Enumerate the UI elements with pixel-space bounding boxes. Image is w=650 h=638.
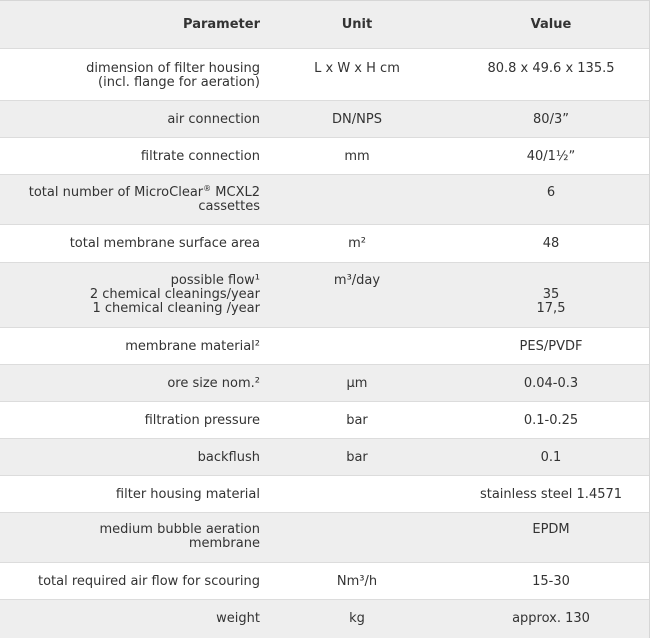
table-row [0, 328, 650, 365]
table-row [0, 563, 650, 600]
parameter-cell: total membrane surface area [69, 236, 260, 251]
table-row [0, 263, 650, 328]
unit-cell: DN/NPS [332, 112, 382, 127]
parameter-cell [0, 513, 262, 562]
header-parameter: Parameter [183, 17, 260, 32]
table-row [0, 138, 650, 175]
header-unit: Unit [341, 17, 373, 32]
parameter-text: medium bubble aeration [99, 522, 260, 537]
parameter-cell: filtrate connection [140, 149, 260, 164]
value-cell: 0.1 [540, 450, 562, 465]
table-row [0, 365, 650, 402]
value-cell: 40/1½ˮ [526, 149, 576, 164]
unit-cell: Nm³/h [336, 574, 378, 589]
parameter-text: total number of MicroClear [28, 185, 204, 200]
value-cell: stainless steel 1.4571 [479, 487, 623, 502]
parameter-cell: membrane material² [125, 339, 260, 354]
table-header-row [0, 1, 650, 49]
value-cell: approx. 130 [512, 611, 590, 626]
value-cell: 80.8 x 49.6 x 135.5 [487, 61, 615, 76]
value-cell: 15-30 [532, 574, 570, 589]
parameter-text: dimension of filter housing [86, 61, 260, 76]
value-cell [452, 263, 650, 327]
unit-cell: m² [348, 236, 366, 251]
parameter-cell: filter housing material [115, 487, 260, 502]
table-row [0, 175, 650, 225]
value-cell: 6 [546, 185, 556, 200]
parameter-cell: total required air flow for scouring [38, 574, 260, 589]
registered-mark: ® [203, 184, 212, 193]
parameter-text-suffix: MCXL2 [211, 185, 260, 200]
unit-cell [262, 513, 452, 562]
header-value: Value [530, 17, 572, 32]
unit-cell [262, 476, 452, 512]
unit-cell: L x W x H cm [314, 61, 400, 76]
parameter-cell: air connection [167, 112, 260, 127]
unit-cell: bar [346, 450, 368, 465]
parameter-text: membrane [188, 536, 260, 551]
value-cell: 48 [542, 236, 560, 251]
parameter-cell [0, 49, 262, 100]
value-cell: 0.04-0.3 [523, 376, 579, 391]
unit-cell: kg [349, 611, 365, 626]
unit-cell: mm [344, 149, 370, 164]
parameter-cell [0, 263, 262, 327]
table-row [0, 600, 650, 638]
table-row [0, 476, 650, 513]
parameter-text: possible flow¹ [170, 273, 260, 288]
parameter-text: 2 chemical cleanings/year [89, 287, 260, 302]
parameter-cell: ore size nom.² [167, 376, 260, 391]
table-row [0, 402, 650, 439]
table-row [0, 225, 650, 263]
table-row [0, 513, 650, 563]
value-text [452, 274, 650, 288]
parameter-cell: backflush [197, 450, 260, 465]
parameter-cell: filtration pressure [144, 413, 260, 428]
unit-cell [262, 328, 452, 364]
parameter-text: (incl. flange for aeration) [98, 75, 260, 90]
unit-cell: m³/day [333, 273, 381, 288]
table-row [0, 49, 650, 101]
value-cell: PES/PVDF [519, 339, 583, 354]
table-row [0, 439, 650, 476]
unit-cell: µm [346, 376, 368, 391]
parameter-cell [0, 175, 262, 224]
value-cell: EPDM [532, 522, 570, 537]
unit-cell [262, 175, 452, 224]
value-cell: 0.1-0.25 [523, 413, 579, 428]
parameter-text: 1 chemical cleaning /year [92, 301, 260, 316]
value-cell: 80/3” [533, 112, 569, 127]
parameter-text: cassettes [198, 199, 260, 214]
unit-cell: bar [346, 413, 368, 428]
table-row [0, 101, 650, 138]
parameter-cell: weight [216, 611, 260, 626]
value-text: 17,5 [536, 301, 566, 316]
value-text: 35 [542, 287, 560, 302]
